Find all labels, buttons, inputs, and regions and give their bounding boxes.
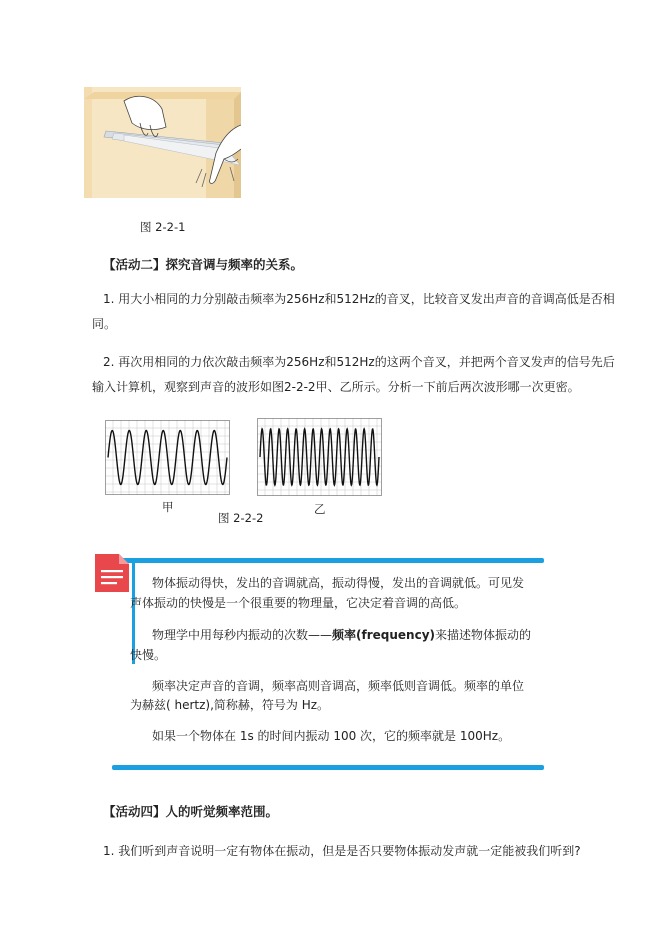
activity2-item2-line2: 输入计算机，观察到声音的波形如图2-2-2甲、乙所示。分析一下前后两次波形哪一次更密。: [92, 380, 580, 394]
activity2-title: 【活动二】探究音调与频率的关系。: [103, 257, 304, 272]
frequency-term: 频率(frequency): [332, 628, 436, 642]
note-p2-line2: 快慢。: [130, 648, 167, 662]
activity2-item1-line2: 同。: [92, 317, 117, 331]
note-p1-line2: 声体振动的快慢是一个很重要的物理量，它决定着音调的高低。: [130, 596, 467, 610]
note-p3-line2: 为赫兹( hertz),简称赫，符号为 Hz。: [130, 698, 330, 712]
waveform-label-jia: 甲: [162, 500, 174, 514]
figure-caption-2-2-2: 图 2-2-2: [218, 511, 264, 525]
note-p2-post: 来描述物体振动的: [435, 628, 532, 642]
activity4-title: 【活动四】人的听觉频率范围。: [103, 804, 279, 819]
activity2-item1-line1: 1. 用大小相同的力分别敲击频率为256Hz和512Hz的音叉，比较音叉发出声音的音调高低是否相: [103, 292, 615, 306]
waveform-jia: [105, 420, 230, 495]
activity4-item1: 1. 我们听到声音说明一定有物体在振动，但是是否只要物体振动发声就一定能被我们听到?: [103, 844, 581, 858]
note-p2-pre: 物理学中用每秒内振动的次数——: [152, 628, 333, 642]
note-p1-line1: 物体振动得快，发出的音调就高，振动得慢，发出的音调就低。可见发: [152, 576, 525, 590]
waveform-label-yi: 乙: [314, 502, 326, 516]
note-p4: 如果一个物体在 1s 的时间内振动 100 次，它的频率就是 100Hz。: [152, 729, 511, 743]
waveform-yi: [257, 418, 382, 496]
document-icon: [93, 548, 133, 594]
note-p3-line1: 频率决定声音的音调，频率高则音调高，频率低则音调低。频率的单位: [152, 679, 525, 693]
figure-caption-2-2-1: 图 2-2-1: [140, 220, 186, 234]
ruler-vibration-illustration: [84, 87, 241, 198]
note-top-bar: [112, 558, 544, 563]
note-p2-line1: [152, 623, 531, 647]
activity2-item2-line1: 2. 再次用相同的力依次敲击频率为256Hz和512Hz的这两个音叉，并把两个音叉发声的信号先后: [103, 355, 615, 369]
note-bottom-bar: [112, 765, 544, 770]
